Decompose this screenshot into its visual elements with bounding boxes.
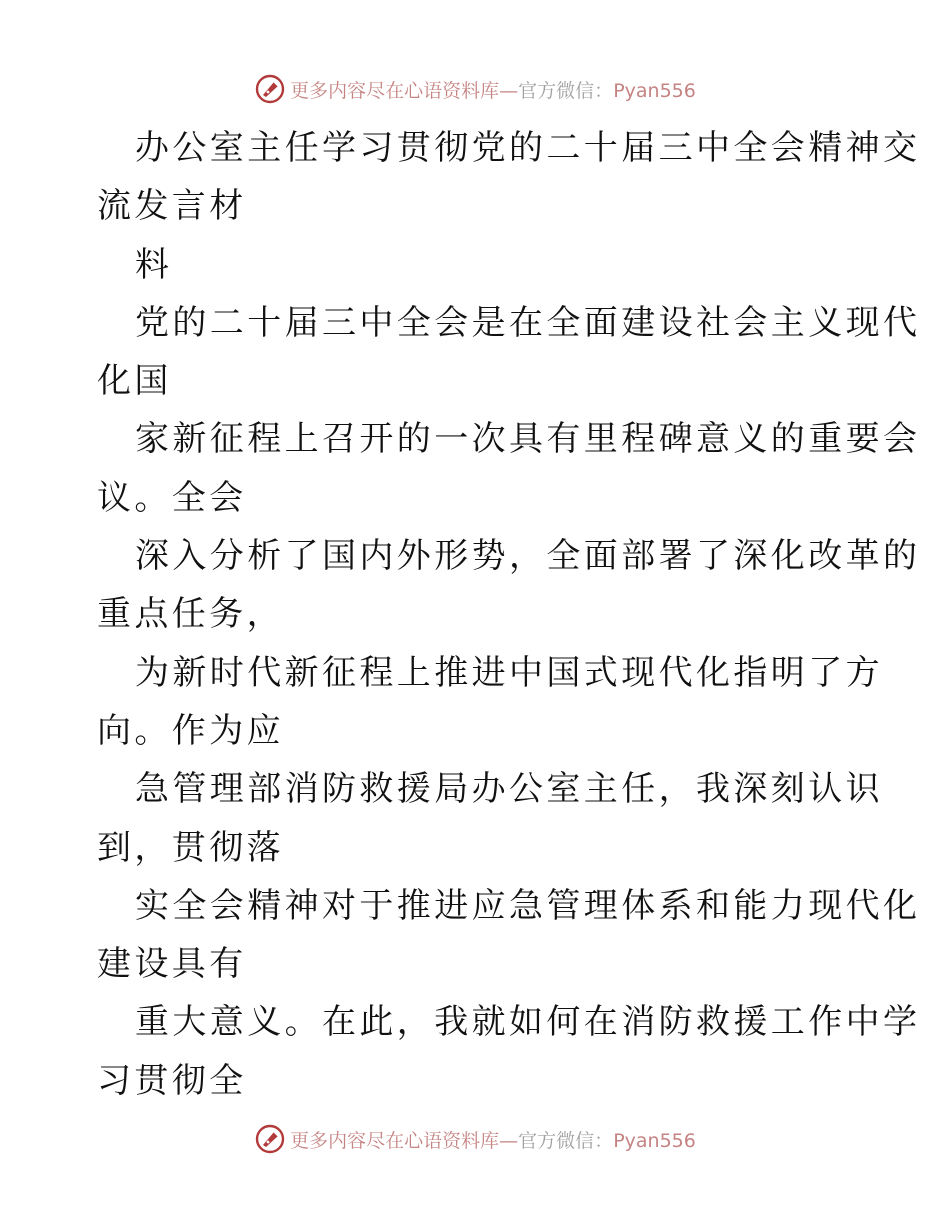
text-line: 议。全会 <box>97 477 247 518</box>
text-line: 实全会精神对于推进应急管理体系和能力现代化 <box>135 885 921 926</box>
text-line: 向。作为应 <box>97 710 284 751</box>
watermark-site-name: 更多内容尽在心语资料库 <box>290 1129 500 1152</box>
text-line: 料 <box>135 244 173 285</box>
watermark-wechat-id: Pyan556 <box>613 1129 696 1152</box>
watermark-wechat-id: Pyan556 <box>613 79 696 102</box>
text-line: 到，贯彻落 <box>97 827 284 868</box>
watermark-separator: — <box>499 1129 519 1152</box>
text-line: 办公室主任学习贯彻党的二十届三中全会精神交 <box>135 128 921 168</box>
text-line: 急管理部消防救援局办公室主任，我深刻认识 <box>135 769 883 810</box>
text-line: 化国 <box>97 361 172 402</box>
text-line: 重点任务， <box>97 594 284 635</box>
text-line: 党的二十届三中全会是在全面建设社会主义现代 <box>135 302 921 343</box>
watermark-site-name: 更多内容尽在心语资料库 <box>290 79 500 102</box>
pen-nib-logo-icon <box>254 73 286 105</box>
text-line: 习贯彻全 <box>97 1060 247 1101</box>
text-line: 建设具有 <box>97 944 247 985</box>
header-watermark <box>0 72 950 106</box>
text-line: 深入分析了国内外形势，全面部署了深化改革的 <box>135 536 921 577</box>
watermark-label: 官方微信： <box>518 79 614 102</box>
text-line: 重大意义。在此，我就如何在消防救援工作中学 <box>135 1002 921 1043</box>
document-body <box>97 119 921 1110</box>
text-line: 家新征程上召开的一次具有里程碑意义的重要会 <box>135 419 921 460</box>
text-line: 为新时代新征程上推进中国式现代化指明了方 <box>135 652 883 693</box>
text-line: 流发言材 <box>97 186 247 227</box>
watermark-label: 官方微信： <box>518 1129 614 1152</box>
footer-watermark <box>0 1122 950 1156</box>
pen-nib-logo-icon <box>254 1123 286 1155</box>
watermark-separator: — <box>499 79 519 102</box>
